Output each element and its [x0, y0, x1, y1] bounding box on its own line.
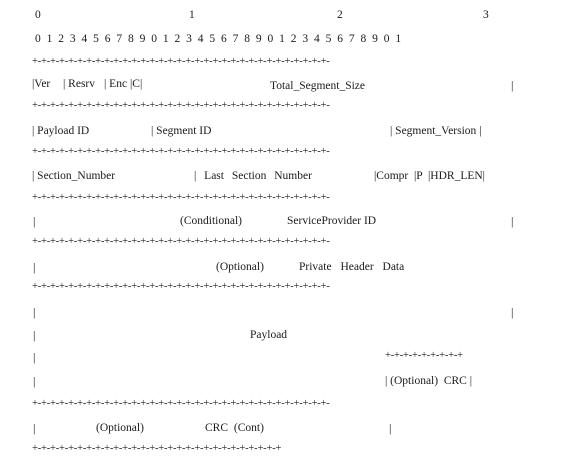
field-enc: | Enc: [104, 78, 128, 90]
field-segment-id: | Segment ID: [151, 125, 212, 137]
bit-ruler-units: 0 1 2 3 4 5 6 7 8 9 0 1 2 3 4 5 6 7 8 9 0 1 2 3 4 5 6 7 8 9 0 1: [35, 33, 402, 45]
field-compr: |Compr: [374, 170, 409, 182]
row-end-bar: |: [389, 421, 392, 435]
row-separator: +-+-+-+-+-+-+-+-+-+-+-+-+-+-+-+-+-+-+-+-+-+-+-+-+-+-+-+-+-+-+-+-+-: [32, 398, 330, 409]
row-separator: +-+-+-+-+-+-+-+-+-+-+-+-+-+-+-+-+-+-+-+-+-+-+-+-+-+-+-+-+-+-+-+-+-: [32, 56, 330, 67]
field-optional-label: (Optional): [216, 261, 264, 273]
field-service-provider-id: ServiceProvider ID: [287, 215, 377, 227]
row-start-bar: |: [33, 374, 36, 388]
row-end-bar: |: [511, 305, 514, 319]
row-separator: +-+-+-+-+-+-+-+-+-+-+-+-+-+-+-+-+-+-+-+-+-+-+-+-+-+-+-+-+-+-+-+-+-: [32, 236, 330, 247]
bit-ruler-tens-3: 3: [483, 9, 489, 21]
field-last-section-number: | Last Section Number: [194, 170, 312, 182]
row-separator: +-+-+-+-+-+-+-+-+-+-+-+-+-+-+-+-+-+-+-+-+-+-+-+-+-+-+-+-+-+-+-+-+-: [32, 146, 330, 157]
field-p: |P: [414, 170, 423, 182]
bit-ruler-tens-1: 1: [189, 9, 195, 21]
row-start-bar: |: [33, 421, 36, 435]
field-conditional-label: (Conditional): [180, 215, 242, 227]
field-ver: |Ver: [32, 78, 51, 90]
field-private-header-data: Private Header Data: [299, 261, 405, 273]
field-hdr-len: |HDR_LEN|: [428, 170, 485, 182]
row-end-bar: |: [511, 78, 514, 92]
bit-ruler-tens-2: 2: [337, 9, 343, 21]
field-c: |C|: [130, 78, 143, 90]
row-separator: +-+-+-+-+-+-+-+-+-+-+-+-+-+-+-+-+-+-+-+-+-+-+-+-+-+-+-+-+-+-+-+-+-: [32, 100, 330, 111]
row-separator-short: +-+-+-+-+-+-+-+-+-+-+-+-+-+-+-+-+-+-+-+-+-+-+-+-+-+-+-+: [32, 443, 282, 454]
row-separator: +-+-+-+-+-+-+-+-+-+-+-+-+-+-+-+-+-+-+-+-+-+-+-+-+-+-+-+-+-+-+-+-+-: [32, 192, 330, 203]
field-crc-cont: CRC (Cont): [205, 422, 264, 434]
field-optional-label: (Optional): [96, 422, 144, 434]
row-end-bar: |: [511, 214, 514, 228]
crc-separator: +-+-+-+-+-+-+-+-+: [385, 350, 463, 361]
field-section-number: | Section_Number: [32, 170, 116, 182]
field-payload-id: | Payload ID: [32, 125, 90, 137]
row-start-bar: |: [33, 305, 36, 319]
row-start-bar: |: [33, 260, 36, 274]
field-total-segment-size: Total_Segment_Size: [270, 80, 366, 92]
row-separator: +-+-+-+-+-+-+-+-+-+-+-+-+-+-+-+-+-+-+-+-+-+-+-+-+-+-+-+-+-+-+-+-+-: [32, 281, 330, 292]
bit-ruler-tens-0: 0: [35, 9, 41, 21]
field-segment-version: | Segment_Version |: [390, 125, 482, 137]
field-payload: Payload: [250, 329, 288, 341]
field-resrv: | Resrv: [63, 78, 96, 90]
field-crc: | (Optional) CRC |: [385, 375, 473, 387]
row-start-bar: |: [33, 350, 36, 364]
row-start-bar: |: [33, 328, 36, 342]
row-start-bar: |: [33, 214, 36, 228]
